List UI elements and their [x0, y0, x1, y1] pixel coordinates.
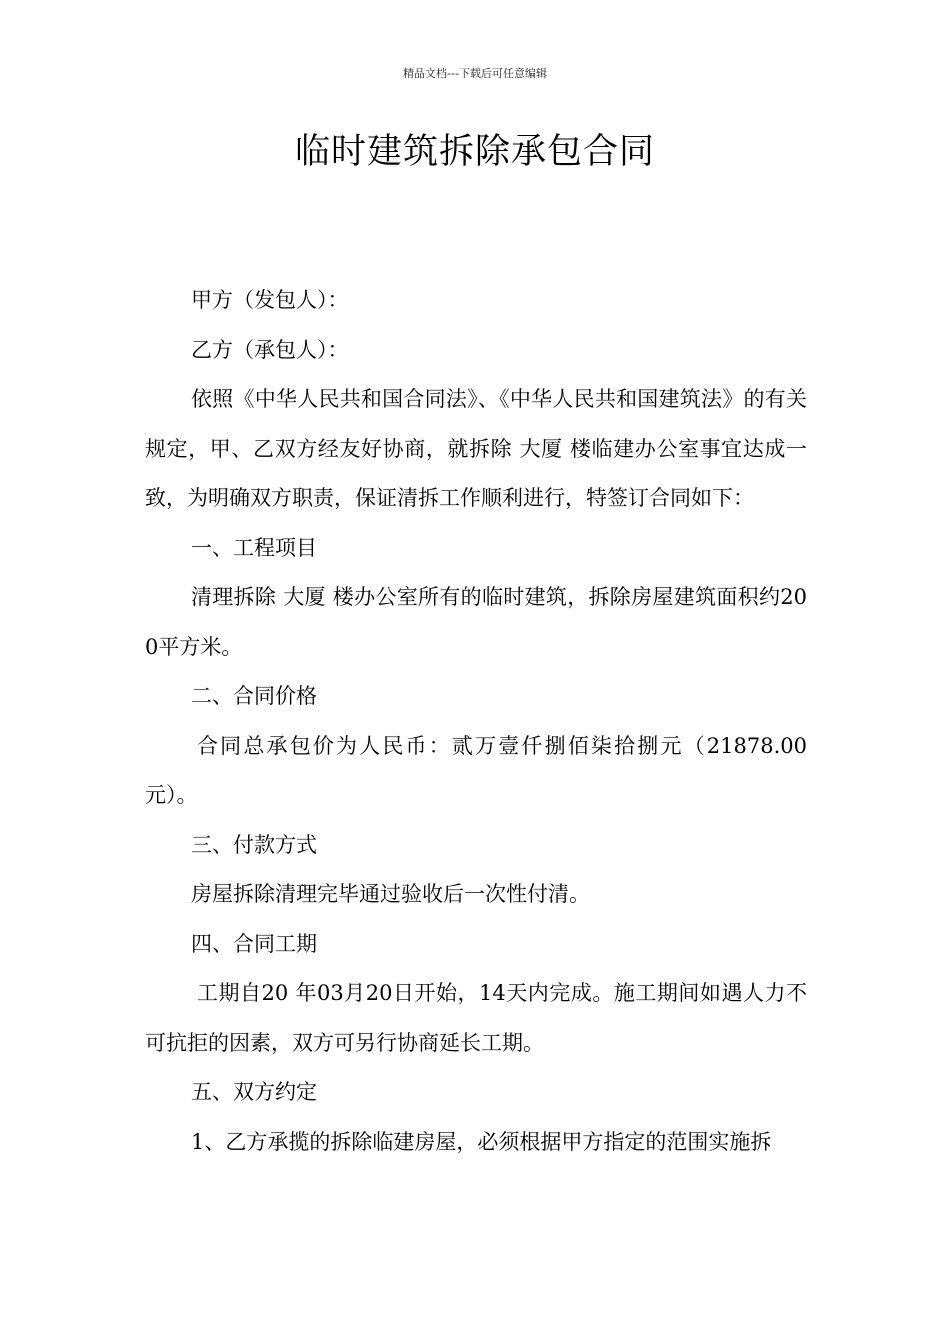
party-b-line: 乙方（承包人）：: [191, 337, 349, 362]
section-body-agreement: 1、乙方承揽的拆除临建房屋，必须根据甲方指定的范围实施拆: [191, 1129, 772, 1154]
document-title: 临时建筑拆除承包合同: [294, 132, 655, 172]
section-body-duration: 工期自20 年03月20日开始，14天内完成。施工期间如遇人力不可抗拒的因素，双方可另行协商延长工期。: [145, 981, 807, 1055]
page-header-note: 精品文档---下载后可任意编辑: [403, 67, 547, 80]
section-heading-price: 二、合同价格: [191, 684, 317, 708]
party-a-line: 甲方（发包人）：: [191, 288, 349, 312]
section-heading-project: 一、工程项目: [191, 535, 317, 560]
contract-body: [145, 276, 807, 1167]
preamble-paragraph: 依照《中华人民共和国合同法》、《中华人民共和国建筑法》的有关规定，甲、乙双方经友好协商，就拆除 大厦 楼临建办公室事宜达成一致，为明确双方职责，保证清拆工作顺利进行，特签订合同如下：: [145, 387, 807, 510]
section-heading-agreement: 五、双方约定: [191, 1080, 317, 1104]
section-body-project: 清理拆除 大厦 楼办公室所有的临时建筑，拆除房屋建筑面积约200平方米。: [145, 585, 807, 659]
section-heading-duration: 四、合同工期: [191, 931, 317, 956]
section-body-price: 合同总承包价为人民币：贰万壹仟捌佰柒拾捌元（21878.00元）。: [145, 733, 807, 807]
section-body-payment: 房屋拆除清理完毕通过验收后一次性付清。: [191, 882, 590, 906]
section-heading-payment: 三、付款方式: [191, 832, 317, 857]
